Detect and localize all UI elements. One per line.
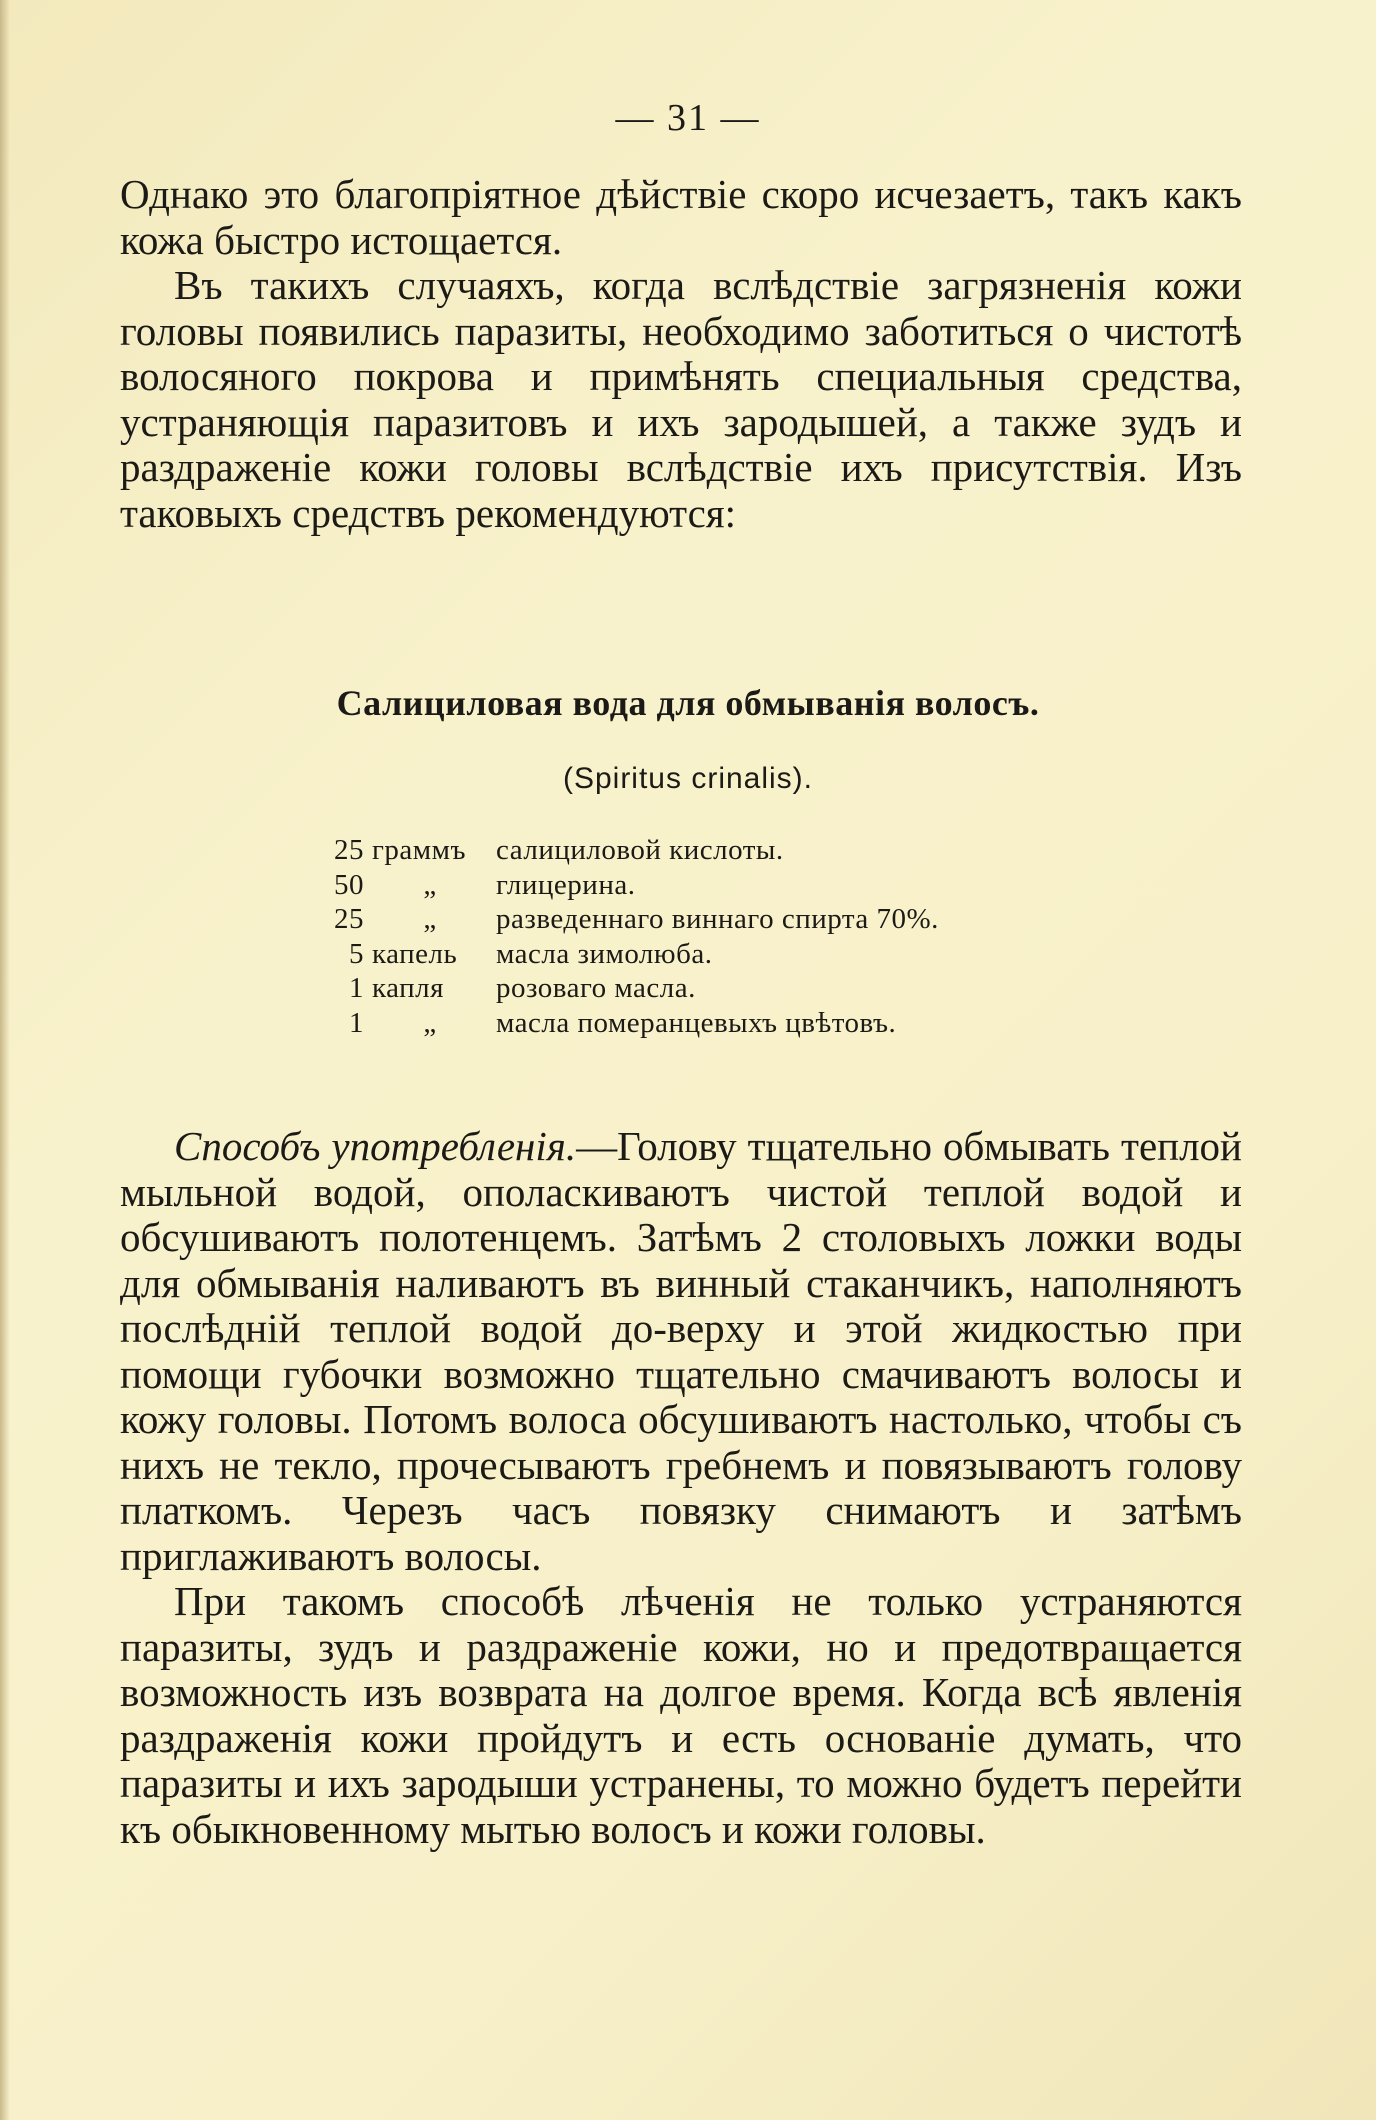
method-label: Способъ употребленія. xyxy=(174,1123,577,1169)
ingredient-quantity: 25 xyxy=(334,834,364,866)
ingredient-unit: граммъ xyxy=(372,834,466,866)
ingredient-quantity: 50 xyxy=(334,868,364,901)
method-text xyxy=(120,1124,1242,1852)
recipe-latin-name: (Spiritus crinalis). xyxy=(562,762,814,795)
ingredient-name: разведеннаго виннаго спирта 70%. xyxy=(496,903,939,935)
page-edge-shadow xyxy=(0,0,10,2120)
intro-paragraph-2: Въ такихъ случаяхъ, когда вслѣдствіе загрязненія кожи головы появились паразиты, необходимо заботиться о чистотѣ волосяного покрова и примѣнять специальныя средства, устраняющія паразитовъ и ихъ зародышей, а также зудъ и раздраженіе кожи головы вслѣдствіе ихъ присутствія. Изъ таковыхъ средствъ рекомендуются: xyxy=(120,262,1242,536)
ingredient-quantity: 1 xyxy=(349,972,364,1004)
ingredient-name: масла зимолюба. xyxy=(496,937,713,970)
ingredient-quantity: 5 xyxy=(349,937,364,970)
ingredient-row xyxy=(318,868,1218,903)
ingredient-name: глицерина. xyxy=(496,868,636,901)
intro-paragraph-1: Однако это благопріятное дѣйствіе скоро исчезаетъ, такъ какъ кожа быстро истощается. xyxy=(120,171,1242,263)
ingredient-quantity: 1 xyxy=(349,1006,364,1039)
method-paragraph-2: При такомъ способѣ лѣченія не только устраняются паразиты, зудъ и раздраженіе кожи, но и предотвращается возможность изъ возврата на долгое время. Когда всѣ явленія раздраженія кожи пройдутъ и есть основаніе думать, что паразиты и ихъ зародыши устранены, то можно будетъ перейти къ обыкновенному мытью волосъ и кожи головы. xyxy=(120,1578,1242,1852)
recipe-ingredient-list xyxy=(318,833,1218,1040)
ingredient-row xyxy=(318,902,1218,937)
method-paragraph-1-body: —Голову тщательно обмывать теплой мыльной водой, ополаскиваютъ чистой теплой водой и обсушиваютъ полотенцемъ. Затѣмъ 2 столовыхъ ложки воды для обмыванія наливаютъ въ винный стаканчикъ, наполняютъ послѣдній теплой водой до-верху и этой жидкостью при помощи губочки возможно тщательно смачиваютъ волосы и кожу головы. Потомъ волоса обсушиваютъ настолько, чтобы съ нихъ не текло, прочесываютъ гребнемъ и повязываютъ голову платкомъ. Черезъ часъ повязку снимаютъ и затѣмъ приглаживаютъ волосы. xyxy=(120,1123,1242,1579)
ingredient-name: салициловой кислоты. xyxy=(496,834,784,866)
method-paragraph-1 xyxy=(120,1124,1242,1579)
ingredient-unit: „ xyxy=(423,903,437,935)
ingredient-unit: капля xyxy=(372,972,444,1004)
ingredient-row xyxy=(318,971,1218,1006)
ingredient-quantity: 25 xyxy=(334,903,364,935)
ingredient-row xyxy=(318,1006,1218,1041)
ingredient-unit: „ xyxy=(423,1006,437,1039)
ingredient-unit: „ xyxy=(423,868,437,901)
intro-text xyxy=(120,172,1242,536)
ingredient-row xyxy=(318,833,1218,868)
ingredient-name: розоваго масла. xyxy=(496,972,696,1004)
ingredient-row xyxy=(318,937,1218,972)
ingredient-unit: капель xyxy=(372,937,458,970)
recipe-title: Салициловая вода для обмыванія волосъ. xyxy=(336,683,1040,723)
page-number: — 31 — xyxy=(615,97,761,139)
ingredient-name: масла померанцевыхъ цвѣтовъ. xyxy=(496,1006,897,1039)
